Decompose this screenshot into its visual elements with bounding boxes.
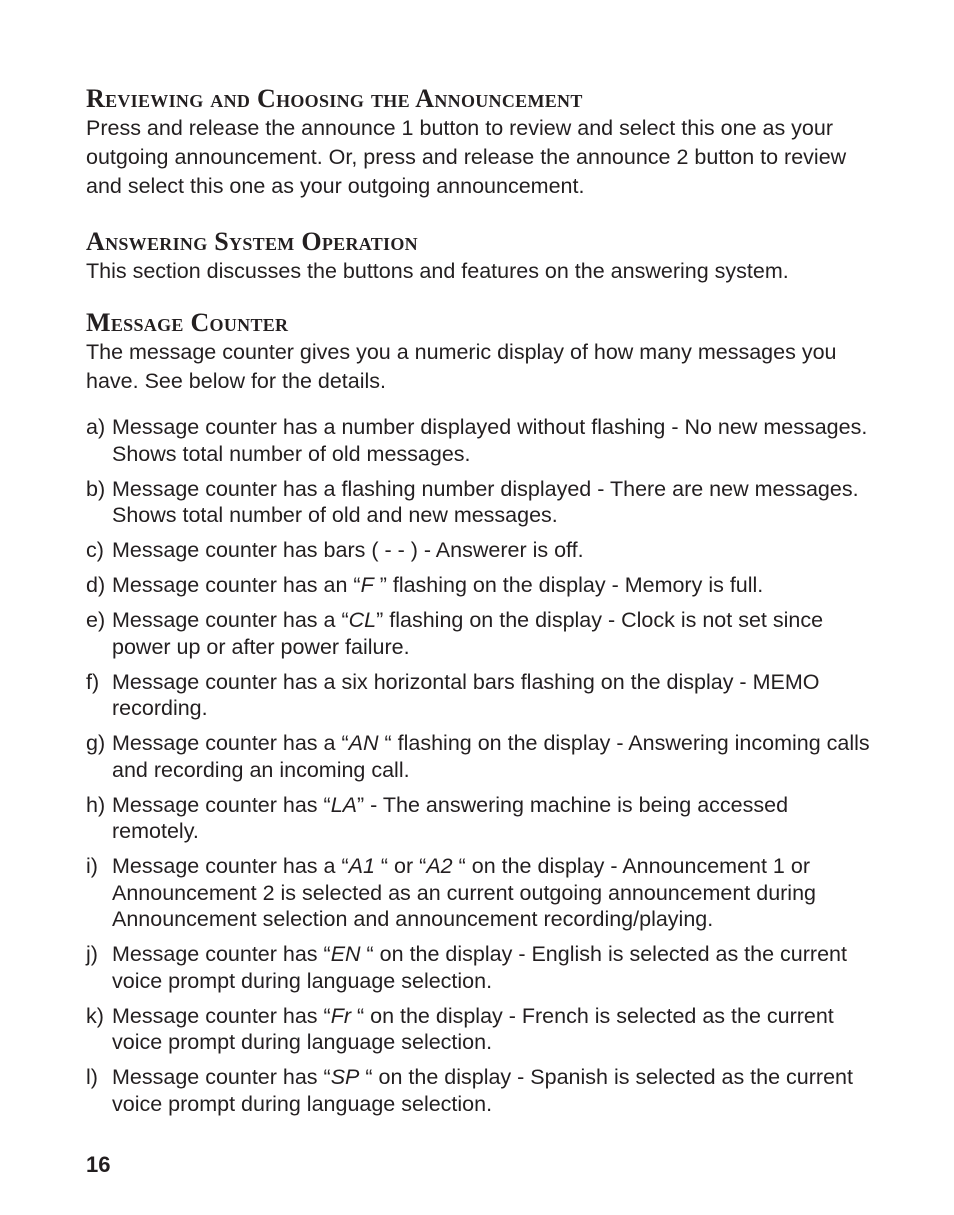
display-code: LA [330, 792, 358, 817]
list-item [86, 792, 876, 845]
list-marker: c) [86, 538, 104, 562]
list-item [86, 414, 876, 467]
display-code: AN [348, 731, 379, 755]
list-item [86, 1064, 876, 1117]
list-item [86, 730, 876, 783]
section-body-reviewing: Press and release the announce 1 button to review and select this one as your outgoing announcement. Or, press and release the announce 2 button to review and select this one as your outgoing announcement. [86, 116, 847, 198]
list-marker: e) [86, 608, 106, 632]
list-item [86, 607, 876, 660]
display-code: A2 [426, 854, 453, 878]
section-body-message-counter: The message counter gives you a numeric display of how many messages you have. See below for the details. [86, 340, 837, 393]
list-marker: d) [86, 573, 106, 597]
display-code: F [360, 573, 374, 597]
list-item-text: Message counter has a flashing number displayed - There are new messages. Shows total number of old and new messages. [112, 476, 859, 527]
list-item-text: Message counter has bars ( - - ) - Answerer is off. [112, 538, 584, 562]
list-marker: b) [86, 476, 106, 501]
list-marker: l) [86, 1065, 98, 1089]
list-item [86, 537, 876, 564]
display-code: EN [330, 942, 361, 966]
list-marker: i) [86, 854, 98, 878]
list-item-text: Message counter has “SP “ on the display - Spanish is selected as the current voice prompt during language selection. [112, 1065, 853, 1116]
list-item-text: Message counter has a “A1 “ or “A2 “ on the display - Announcement 1 or Announcement 2 is selected as an current outgoing announcement during Announcement selection and announcement recording/playing. [112, 854, 816, 931]
list-item [86, 669, 876, 722]
message-counter-list [86, 414, 876, 1117]
list-item-text: Message counter has a “CL” flashing on the display - Clock is not set since power up or after power failure. [112, 608, 824, 659]
display-code: A1 [348, 854, 375, 878]
section-heading-answering-system: Answering System Operation [86, 227, 418, 256]
list-item-text: Message counter has an “F ” flashing on the display - Memory is full. [112, 573, 764, 597]
list-item [86, 853, 876, 933]
display-code: SP [330, 1065, 360, 1089]
list-marker: g) [86, 731, 106, 755]
list-marker: h) [86, 792, 106, 817]
list-item [86, 476, 876, 529]
list-item-text: Message counter has “Fr “ on the display - French is selected as the current voice prompt during language selection. [112, 1003, 834, 1054]
section-heading-message-counter: Message Counter [86, 308, 289, 337]
display-code: CL [348, 608, 377, 632]
list-item-text: Message counter has a “AN “ flashing on the display - Answering incoming calls and recording an incoming call. [112, 731, 870, 782]
list-item [86, 941, 876, 994]
list-item-text: Message counter has “EN “ on the display - English is selected as the current voice prompt during language selection. [112, 942, 847, 993]
list-item-text: Message counter has a six horizontal bars flashing on the display - MEMO recording. [112, 669, 820, 720]
list-item-text: Message counter has “LA” - The answering machine is being accessed remotely. [112, 792, 789, 843]
section-body-answering-system: This section discusses the buttons and features on the answering system. [86, 259, 789, 283]
list-marker: a) [86, 415, 106, 439]
list-marker: k) [86, 1003, 104, 1028]
list-item-text: Message counter has a number displayed without flashing - No new messages. Shows total number of old messages. [112, 415, 868, 466]
page-number: 16 [86, 1152, 111, 1177]
list-item [86, 1003, 876, 1056]
list-item [86, 572, 876, 599]
list-marker: f) [86, 669, 100, 694]
list-marker: j) [86, 942, 98, 966]
display-code: Fr [330, 1003, 351, 1028]
manual-page [86, 84, 876, 1126]
section-heading-reviewing: Reviewing and Choosing the Announcement [86, 84, 583, 113]
